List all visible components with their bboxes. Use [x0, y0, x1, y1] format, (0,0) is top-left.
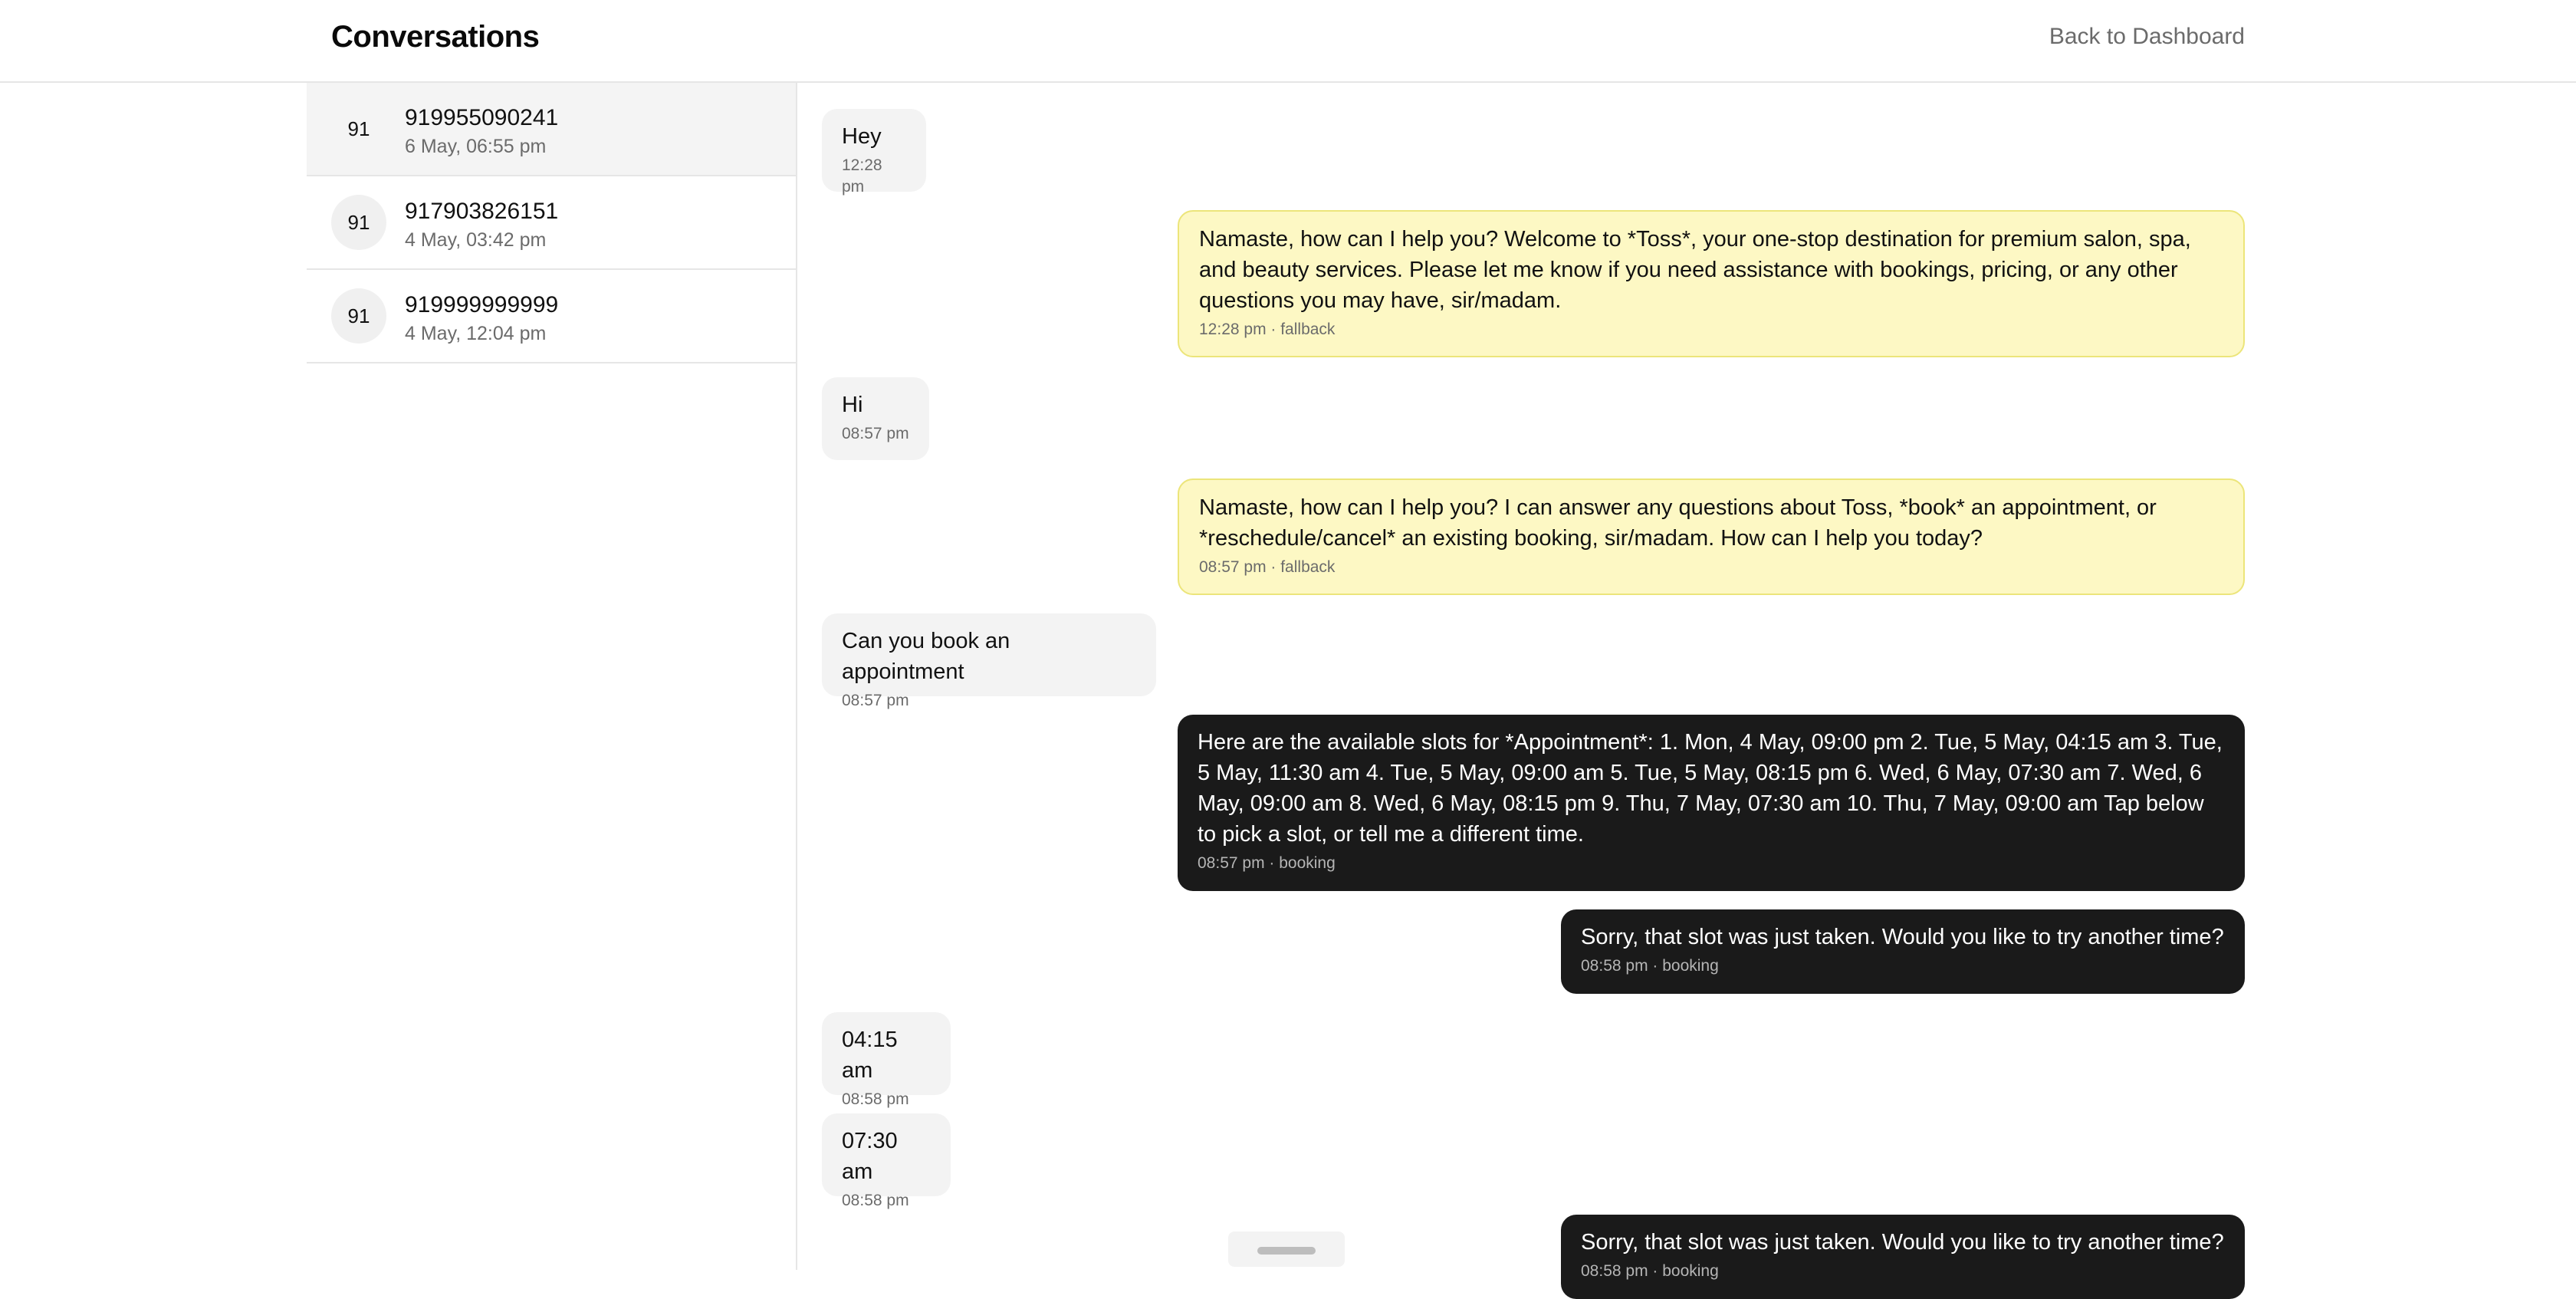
conversation-item[interactable] [307, 270, 796, 363]
message-meta: 08:58 pm [842, 1192, 909, 1209]
bot-message-fallback [1178, 478, 2245, 595]
bot-message-booking [1178, 715, 2245, 891]
conversation-item[interactable] [307, 176, 796, 270]
message-text: Can you book an appointment [842, 629, 1010, 684]
message-text: Namaste, how can I help you? I can answer any questions about Toss, *book* an appointment, or *reschedule/cancel* an existing booking, sir/madam. How can I help you today? [1199, 495, 2157, 551]
user-message [822, 613, 1156, 709]
page-title: Conversations [331, 20, 540, 54]
conversation-phone: 919955090241 [405, 105, 559, 130]
user-message [822, 109, 926, 196]
avatar: 91 [347, 117, 370, 140]
user-message [822, 377, 929, 460]
bot-message-booking [1561, 1215, 2245, 1299]
message-meta: 08:57 pm [842, 692, 909, 709]
back-to-dashboard-link[interactable]: Back to Dashboard [2049, 24, 2245, 49]
conversation-list [307, 83, 797, 1270]
message-text: Namaste, how can I help you? Welcome to *Toss*, your one-stop destination for premium salon, spa, and beauty services. Please let me know if you need assistance with bookings, pricing, or any other questions you may have, sir/madam. [1199, 227, 2191, 313]
user-message [822, 1012, 951, 1108]
message-text: 04:15 am [842, 1028, 898, 1083]
message-text: Sorry, that slot was just taken. Would you like to try another time? [1581, 1230, 2224, 1255]
avatar: 91 [331, 288, 386, 344]
bot-message-booking [1561, 909, 2245, 994]
chat-thread [799, 84, 2245, 1280]
message-text: Hey [842, 124, 882, 149]
message-text: Hi [842, 393, 863, 417]
conversation-phone: 919999999999 [405, 292, 559, 317]
scroll-handle-bar [1257, 1247, 1316, 1255]
message-meta: 12:28 pm [842, 156, 882, 196]
scroll-handle[interactable] [1228, 1232, 1345, 1267]
user-message [822, 1113, 951, 1209]
message-meta: 08:58 pm · booking [1581, 1262, 1719, 1280]
conversation-item[interactable] [307, 83, 796, 176]
conversation-time: 6 May, 06:55 pm [405, 136, 547, 157]
avatar: 91 [331, 195, 386, 250]
message-text: Here are the available slots for *Appointment*: 1. Mon, 4 May, 09:00 pm 2. Tue, 5 May, 04:15 am 3. Tue, 5 May, 11:30 am 4. Tue, 5 May, 09:00 am 5. Tue, 5 May, 08:15 pm 6. Wed, 6 May, 07:30 am 7. Wed, 6 May, 09:00 am 8. Wed, 6 May, 08:15 pm 9. Thu, 7 May, 07:30 am 10. Thu, 7 May, 09:00 am Tap below to pick a slot, or tell me a different time. [1198, 730, 2223, 847]
message-meta: 08:57 pm [842, 425, 909, 442]
conversation-time: 4 May, 12:04 pm [405, 323, 547, 344]
conversation-time: 4 May, 03:42 pm [405, 229, 547, 251]
message-meta: 08:57 pm · booking [1198, 854, 1336, 872]
message-text: Sorry, that slot was just taken. Would you like to try another time? [1581, 925, 2224, 949]
message-meta: 08:58 pm · booking [1581, 957, 1719, 975]
bot-message-fallback [1178, 210, 2245, 357]
conversation-phone: 917903826151 [405, 199, 559, 224]
message-meta: 08:58 pm [842, 1090, 909, 1108]
message-text: 07:30 am [842, 1129, 898, 1184]
message-meta: 08:57 pm · fallback [1199, 558, 1336, 576]
page-header [0, 0, 2576, 83]
message-meta: 12:28 pm · fallback [1199, 321, 1336, 338]
